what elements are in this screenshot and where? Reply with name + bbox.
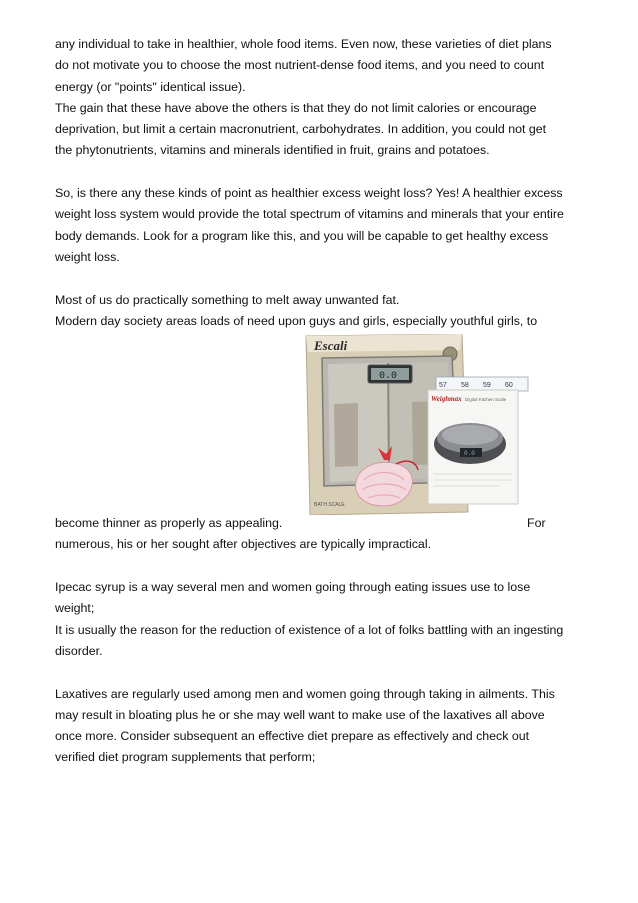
paragraph-2-line-1: So, is there any these kinds of point as healthier excess weight loss? Yes! A healthier excess — [55, 186, 563, 201]
paragraph-gap — [55, 556, 595, 577]
paragraph-4-line-3: It is usually the reason for the reduction of existence of a lot of folks battling with an ingesting — [55, 622, 564, 637]
kitchen-caption-text: Digital Kitchen Scale — [465, 397, 507, 403]
box-label-text: BATH SCALE — [314, 502, 345, 509]
figure-row — [55, 332, 595, 513]
document-page — [55, 34, 595, 769]
paragraph-3-line-2: Modern day society areas loads of need upon guys and girls, especially youthful girls, to — [55, 313, 538, 328]
tape-number: 60 — [505, 382, 513, 390]
paragraph-1-line-3: energy (or "points" identical issue). — [55, 79, 246, 94]
paragraph-2-line-4: weight loss. — [55, 249, 120, 264]
paragraph-1-line-1: any individual to take in healthier, whole food items. Even now, these varieties of diet plans — [55, 37, 552, 51]
paragraph-5-line-3: once more. Consider subsequent an effective diet prepare as effectively and check out — [55, 729, 530, 744]
paragraph-1-line-4: The gain that these have above the others is that they do not limit calories or encourage — [55, 100, 537, 115]
scale-display-text: 0.0 — [379, 371, 398, 383]
paragraph-1-line-2: do not motivate you to choose the most nutrient-dense food items, and you need to count — [55, 58, 545, 73]
paragraph-5-line-4: verified diet program supplements that perform; — [55, 750, 316, 765]
paragraph-3-line-1: Most of us do practically something to melt away unwanted fat. — [55, 292, 400, 307]
text-beside-image — [55, 513, 595, 534]
paragraph-2-line-2: weight loss system would provide the total spectrum of vitamins and minerals that your entire — [55, 207, 564, 222]
paragraph-3-line-3-right: For — [527, 516, 546, 531]
paragraph-3-line-3: become thinner as properly as appealing. — [55, 516, 283, 531]
paragraph-4-line-1: Ipecac syrup is a way several men and women going through eating issues use to lose — [55, 580, 531, 595]
paragraph-gap — [55, 162, 595, 183]
kitchen-scale-box — [428, 390, 518, 504]
paragraph-gap — [55, 268, 595, 289]
paragraph-4-line-4: disorder. — [55, 643, 103, 658]
paragraph-5-line-2: may result in bloating plus he or she may well want to make use of the laxatives all above — [55, 707, 545, 722]
tape-number: 59 — [483, 382, 491, 390]
scale-brand-text: Escali — [314, 338, 348, 354]
paragraph-4-line-2: weight; — [55, 601, 95, 616]
measuring-tape — [436, 377, 528, 391]
paragraph-gap — [55, 662, 595, 683]
paragraph-1-line-6: the phytonutrients, vitamins and minerals identified in fruit, grains and potatoes. — [55, 143, 490, 158]
paragraph-2-line-3: body demands. Look for a program like this, and you will be capable to get healthy excess — [55, 228, 549, 243]
tape-number: 57 — [439, 382, 447, 390]
paragraph-5-line-1: Laxatives are regularly used among men and women going through taking in ailments. This — [55, 686, 555, 701]
paragraph-1-line-5: deprivation, but limit a certain macronutrient, carbohydrates. In addition, you could not get — [55, 122, 547, 137]
kitchen-brand-text: Weighmax — [431, 395, 462, 404]
kitchen-display-text: 0.0 — [464, 450, 475, 458]
product-image — [300, 334, 530, 515]
tape-number: 58 — [461, 382, 469, 390]
paragraph-3-line-4: numerous, his or her sought after objectives are typically impractical. — [55, 537, 432, 552]
